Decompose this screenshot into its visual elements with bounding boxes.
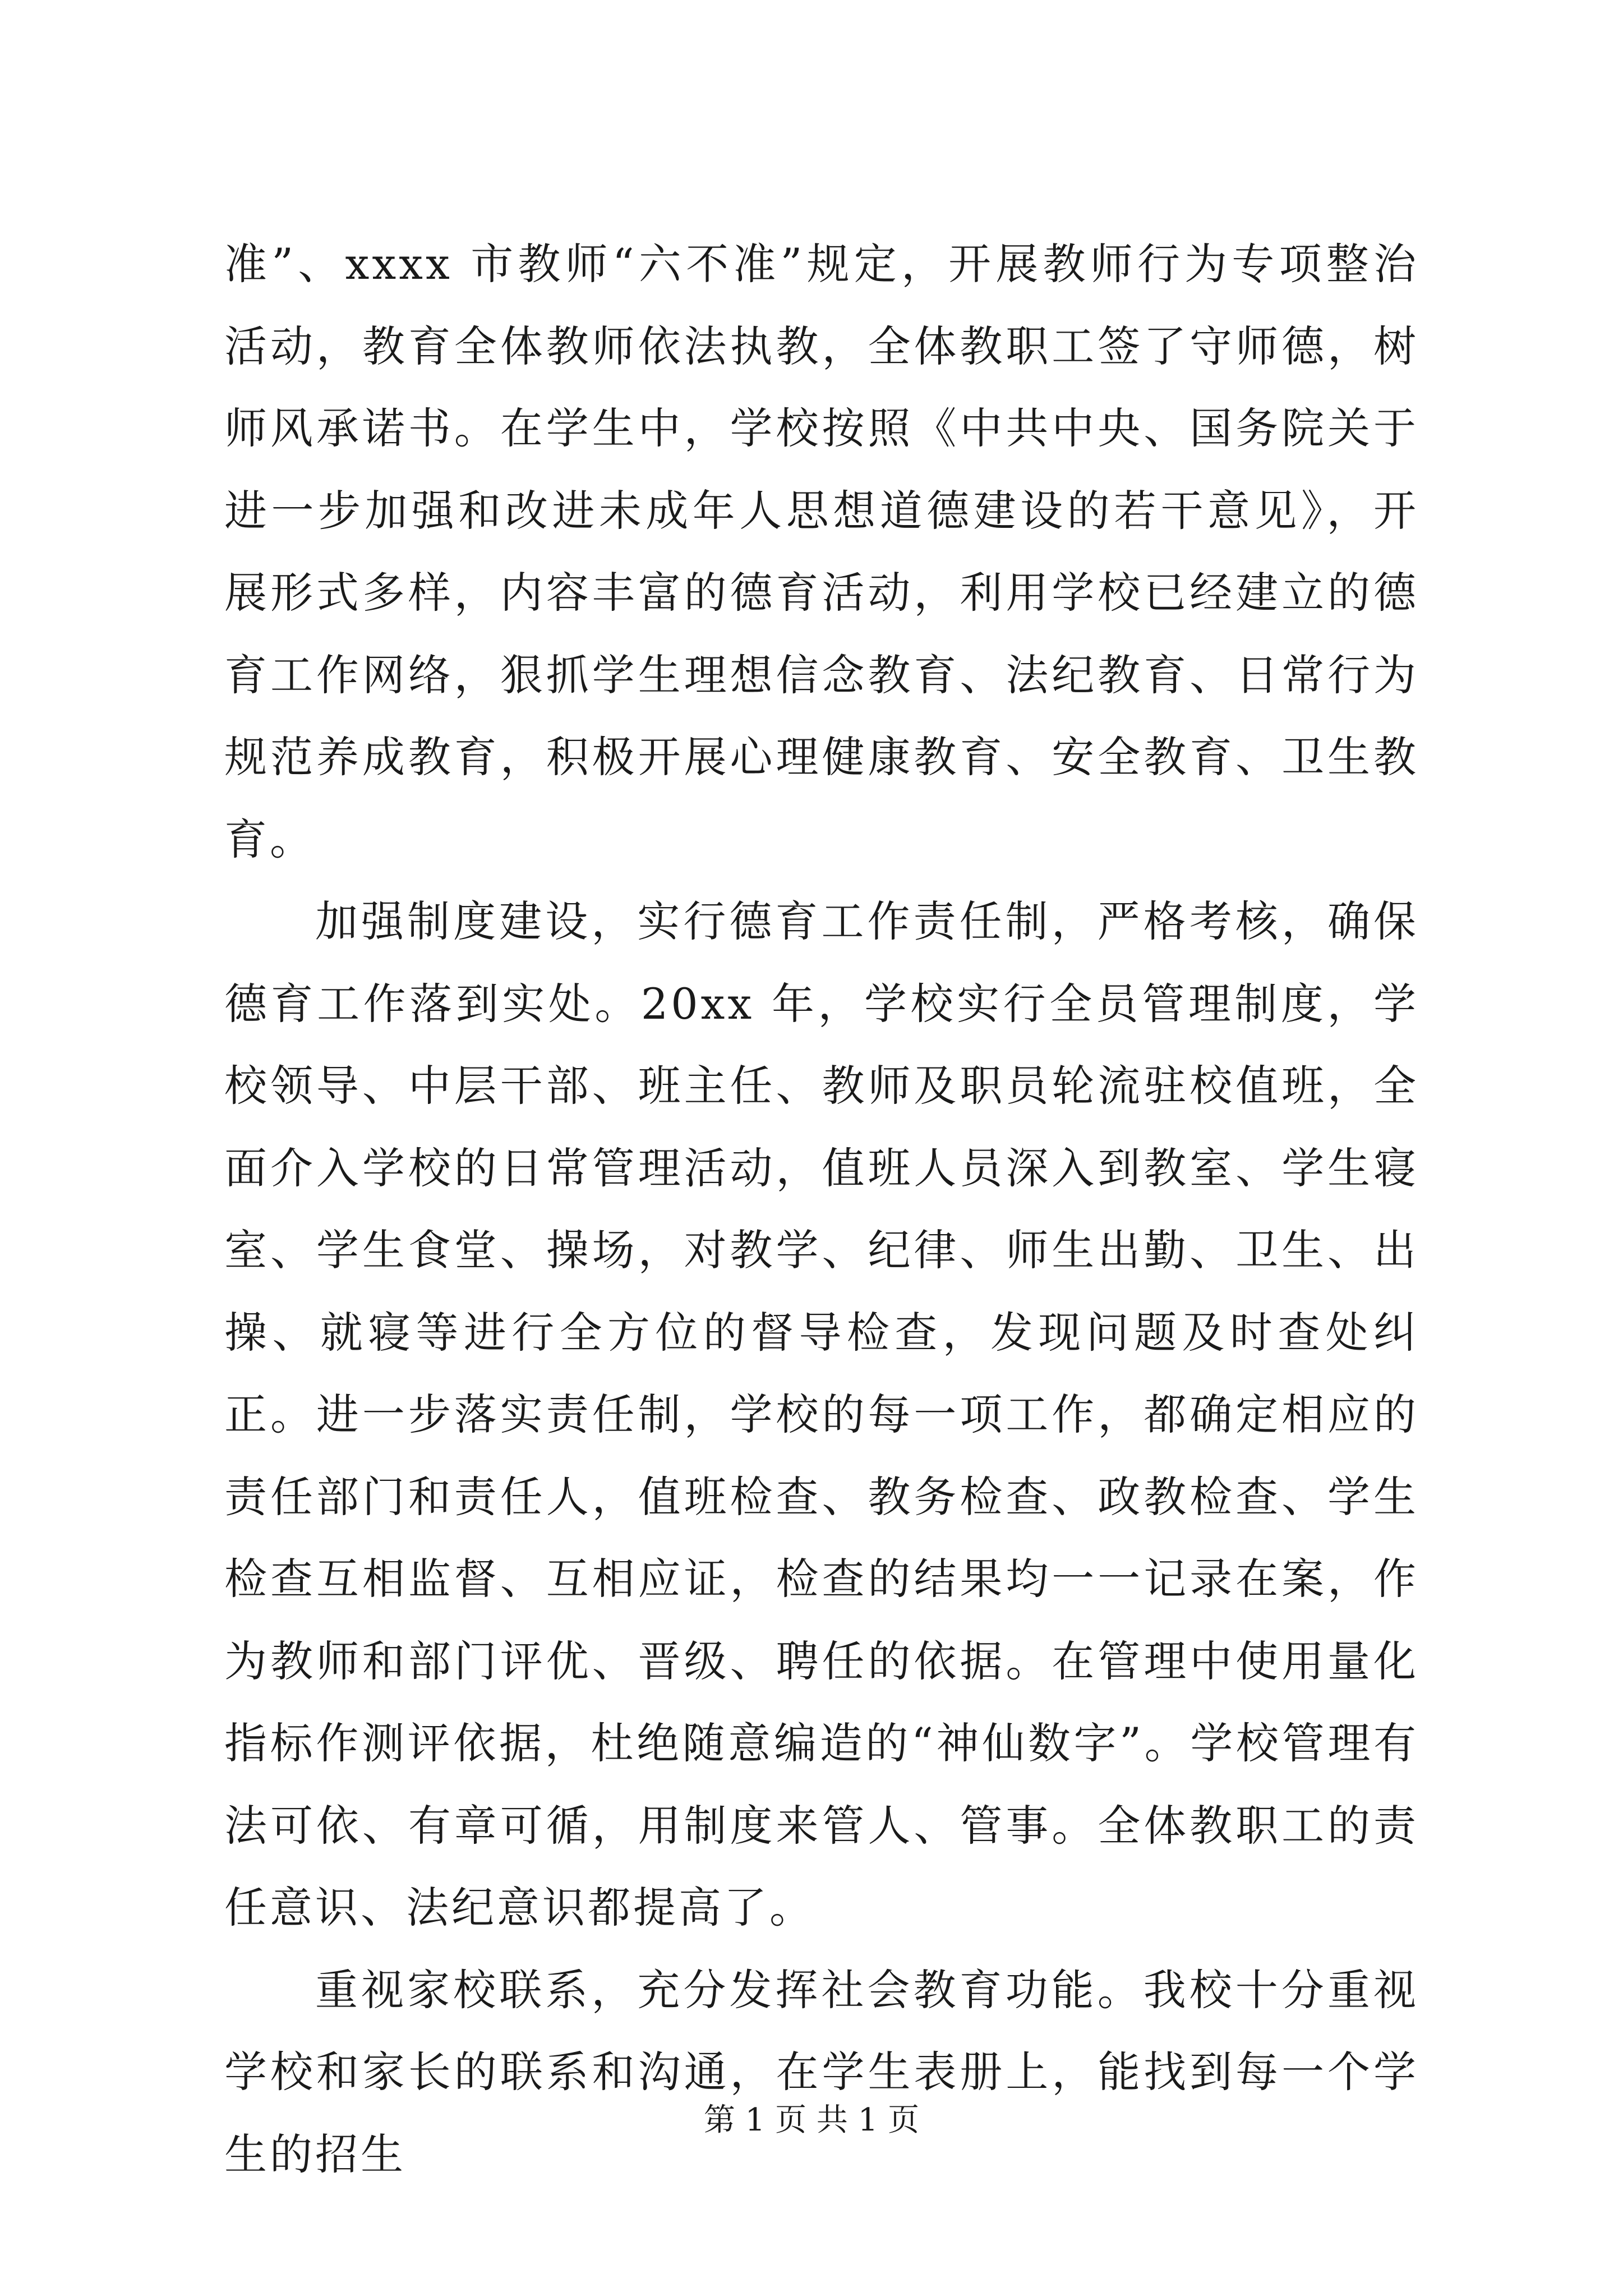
paragraph-system-building: 加强制度建设，实行德育工作责任制，严格考核，确保德育工作落到实处。20xx 年，学校实行全员管理制度，学校领导、中层干部、班主任、教师及职员轮流驻校值班，全面介入学校的日常管理活动，值班人员深入到教室、学生寝室、学生食堂、操场，对教学、纪律、师生出勤、卫生、出操、就寝等进行全方位的督导检查，发现问题及时查处纠正。进一步落实责任制，学校的每一项工作，都确定相应的责任部门和责任人，值班检查、教务检查、政教检查、学生检查互相监督、互相应证，检查的结果均一一记录在案，作为教师和部门评优、晋级、聘任的依据。在管理中使用量化指标作测评依据，杜绝随意编造的“神仙数字”。学校管理有法可依、有章可循，用制度来管人、管事。全体教职工的责任意识、法纪意识都提高了。 [224,896,1419,1932]
paragraph-continued: 准”、xxxx 市教师“六不准”规定，开展教师行为专项整治活动，教育全体教师依法执教，全体教职工签了守师德，树师风承诺书。在学生中，学校按照《中共中央、国务院关于进一步加强和改进未成年人思想道德建设的若干意见》，开展形式多样，内容丰富的德育活动，利用学校已经建立的德育工作网络，狠抓学生理想信念教育、法纪教育、日常行为规范养成教育，积极开展心理健康教育、安全教育、卫生教育。 [224,239,1419,864]
paragraph-home-school: 重视家校联系，充分发挥社会教育功能。我校十分重视学校和家长的联系和沟通，在学生表册上，能找到每一个学生的招生 [224,1964,1419,2179]
document-body [224,223,1419,2196]
page-footer: 第 1 页 共 1 页 [703,2102,920,2138]
